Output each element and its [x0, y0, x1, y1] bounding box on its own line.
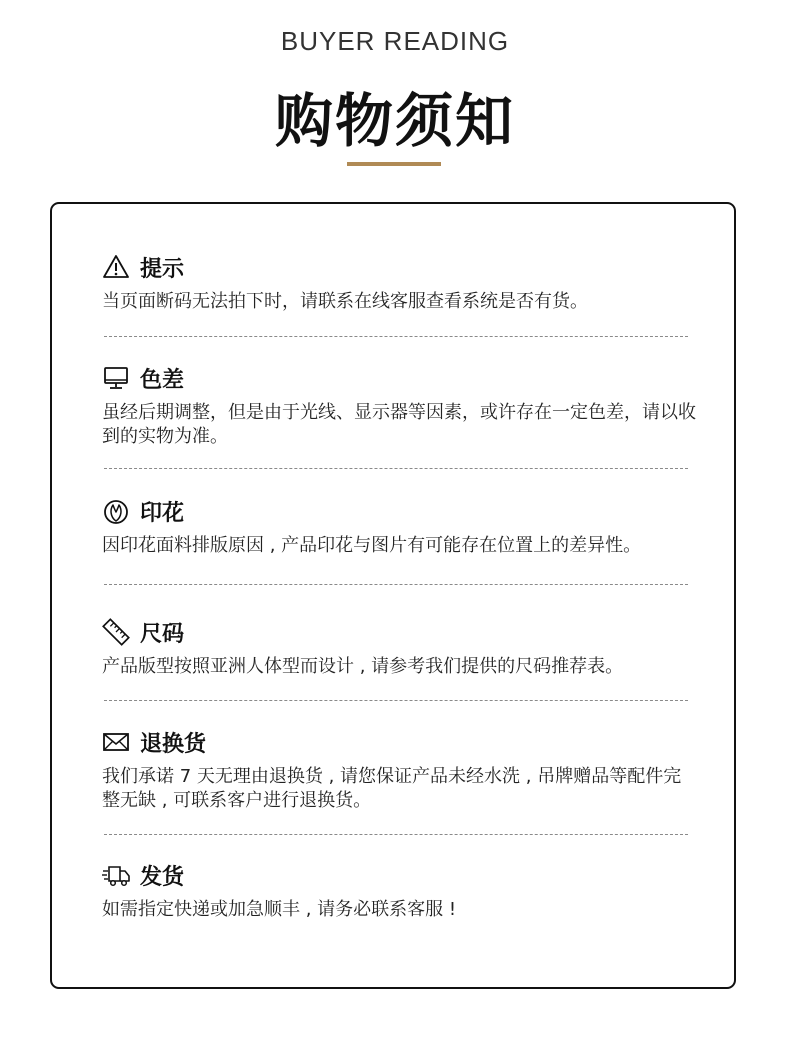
section-title: 色差: [140, 367, 185, 393]
section-divider: [104, 584, 688, 585]
section-divider: [104, 700, 688, 701]
section-color-difference: [102, 363, 702, 449]
section-tip: [102, 252, 702, 314]
section-divider: [104, 834, 688, 835]
section-title: 提示: [140, 256, 185, 282]
envelope-icon: [102, 728, 130, 756]
section-body: 当页面断码无法拍下时，请联系在线客服查看系统是否有货。: [102, 291, 588, 312]
section-title: 发货: [140, 864, 185, 890]
section-title: 退换货: [140, 731, 207, 757]
section-returns: [102, 727, 702, 813]
section-shipping: [102, 860, 702, 922]
title-accent-bar: [347, 162, 441, 166]
page-title: 购物须知: [274, 87, 515, 155]
monitor-icon: [102, 364, 130, 392]
section-body: 我们承诺 7 天无理由退换货 , 请您保证产品未经水洗 , 吊牌赠品等配件完整无缺 , 可联系客户进行退换货。: [102, 766, 682, 811]
ruler-icon: [102, 618, 130, 646]
section-body: 虽经后期调整，但是由于光线、显示器等因素，或许存在一定色差，请以收到的实物为准。: [102, 402, 696, 447]
delivery-truck-icon: [102, 861, 130, 889]
section-divider: [104, 336, 688, 337]
warning-triangle-icon: [102, 253, 130, 281]
section-size: [102, 617, 702, 679]
section-body: 产品版型按照亚洲人体型而设计 , 请参考我们提供的尺码推荐表。: [102, 656, 624, 677]
section-body: 因印花面料排版原因 , 产品印花与图片有可能存在位置上的差异性。: [102, 535, 642, 556]
header-subtitle: BUYER READING: [280, 26, 510, 56]
section-print: [102, 496, 702, 558]
section-title: 尺码: [140, 621, 185, 647]
section-divider: [104, 468, 688, 469]
section-title: 印花: [140, 500, 185, 526]
section-body: 如需指定快递或加急顺丰 , 请务必联系客服 !: [102, 899, 457, 920]
flower-icon: [102, 497, 130, 525]
